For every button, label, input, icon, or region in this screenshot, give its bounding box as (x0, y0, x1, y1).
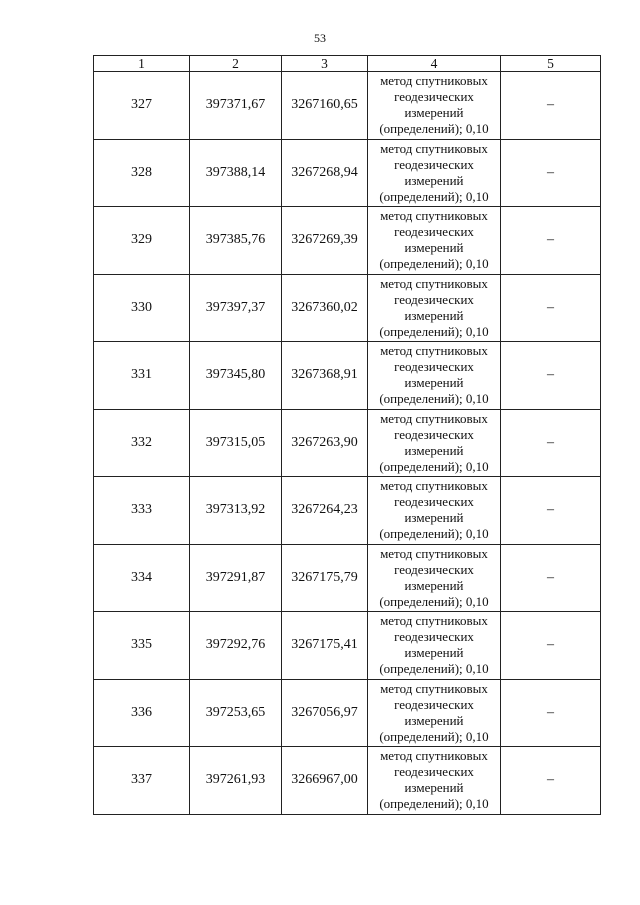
method-cell: метод спутниковых геодезических измерений (определений); 0,10 (368, 679, 501, 747)
note-cell: – (501, 477, 601, 545)
note-cell: – (501, 409, 601, 477)
note-cell: – (501, 72, 601, 140)
method-cell: метод спутниковых геодезических измерений (определений); 0,10 (368, 274, 501, 342)
column-header: 2 (190, 56, 282, 72)
note-cell: – (501, 342, 601, 410)
page-number: 53 (314, 31, 326, 45)
table-row (94, 747, 601, 815)
x-coordinate-cell: 397315,05 (190, 409, 282, 477)
column-header: 4 (368, 56, 501, 72)
y-coordinate-cell: 3267268,94 (282, 139, 368, 207)
note-cell: – (501, 274, 601, 342)
note-cell: – (501, 207, 601, 275)
column-header: 5 (501, 56, 601, 72)
method-cell: метод спутниковых геодезических измерений (определений); 0,10 (368, 139, 501, 207)
x-coordinate-cell: 397371,67 (190, 72, 282, 140)
y-coordinate-cell: 3266967,00 (282, 747, 368, 815)
point-number-cell: 327 (94, 72, 190, 140)
note-cell: – (501, 139, 601, 207)
y-coordinate-cell: 3267175,41 (282, 612, 368, 680)
point-number-cell: 336 (94, 679, 190, 747)
note-cell: – (501, 612, 601, 680)
note-cell: – (501, 747, 601, 815)
method-cell: метод спутниковых геодезических измерений (определений); 0,10 (368, 72, 501, 140)
point-number-cell: 333 (94, 477, 190, 545)
x-coordinate-cell: 397291,87 (190, 544, 282, 612)
table-row (94, 342, 601, 410)
x-coordinate-cell: 397253,65 (190, 679, 282, 747)
point-number-cell: 329 (94, 207, 190, 275)
x-coordinate-cell: 397313,92 (190, 477, 282, 545)
y-coordinate-cell: 3267360,02 (282, 274, 368, 342)
x-coordinate-cell: 397261,93 (190, 747, 282, 815)
x-coordinate-cell: 397397,37 (190, 274, 282, 342)
table-row (94, 274, 601, 342)
y-coordinate-cell: 3267263,90 (282, 409, 368, 477)
y-coordinate-cell: 3267175,79 (282, 544, 368, 612)
point-number-cell: 328 (94, 139, 190, 207)
method-cell: метод спутниковых геодезических измерений (определений); 0,10 (368, 612, 501, 680)
point-number-cell: 335 (94, 612, 190, 680)
x-coordinate-cell: 397388,14 (190, 139, 282, 207)
coordinates-table (93, 55, 601, 815)
method-cell: метод спутниковых геодезических измерений (определений); 0,10 (368, 477, 501, 545)
y-coordinate-cell: 3267160,65 (282, 72, 368, 140)
note-cell: – (501, 544, 601, 612)
table-row (94, 72, 601, 140)
table-row (94, 409, 601, 477)
table-row (94, 477, 601, 545)
column-header: 3 (282, 56, 368, 72)
table-row (94, 679, 601, 747)
table-row (94, 612, 601, 680)
point-number-cell: 337 (94, 747, 190, 815)
x-coordinate-cell: 397345,80 (190, 342, 282, 410)
y-coordinate-cell: 3267368,91 (282, 342, 368, 410)
method-cell: метод спутниковых геодезических измерений (определений); 0,10 (368, 342, 501, 410)
point-number-cell: 330 (94, 274, 190, 342)
header-row (94, 56, 601, 72)
y-coordinate-cell: 3267264,23 (282, 477, 368, 545)
table-row (94, 544, 601, 612)
point-number-cell: 331 (94, 342, 190, 410)
method-cell: метод спутниковых геодезических измерений (определений); 0,10 (368, 544, 501, 612)
y-coordinate-cell: 3267056,97 (282, 679, 368, 747)
table-row (94, 207, 601, 275)
method-cell: метод спутниковых геодезических измерений (определений); 0,10 (368, 409, 501, 477)
note-cell: – (501, 679, 601, 747)
column-header: 1 (94, 56, 190, 72)
method-cell: метод спутниковых геодезических измерений (определений); 0,10 (368, 747, 501, 815)
method-cell: метод спутниковых геодезических измерений (определений); 0,10 (368, 207, 501, 275)
x-coordinate-cell: 397292,76 (190, 612, 282, 680)
x-coordinate-cell: 397385,76 (190, 207, 282, 275)
table-row (94, 139, 601, 207)
point-number-cell: 332 (94, 409, 190, 477)
y-coordinate-cell: 3267269,39 (282, 207, 368, 275)
point-number-cell: 334 (94, 544, 190, 612)
